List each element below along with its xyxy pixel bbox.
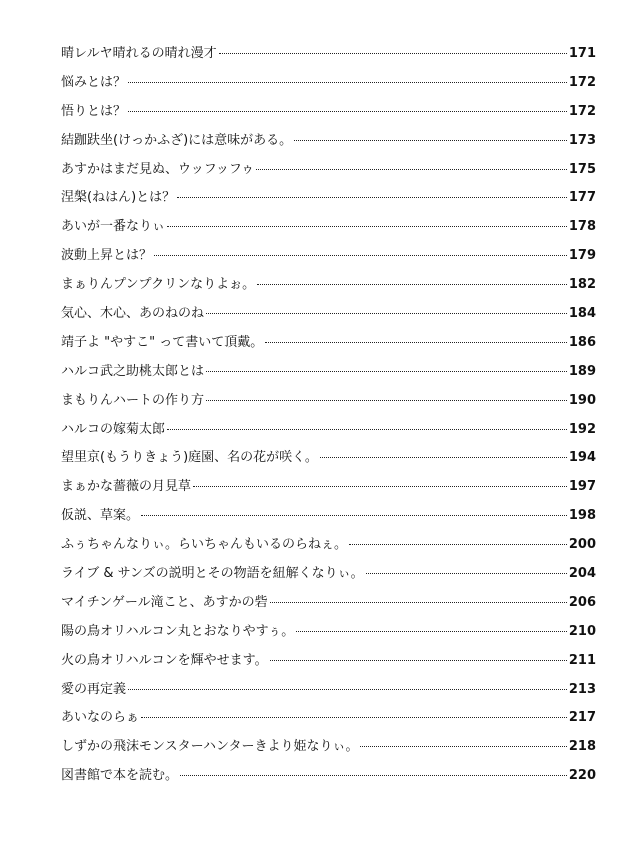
toc-entry[interactable] — [61, 184, 596, 213]
dot-leader — [219, 53, 567, 54]
toc-entry[interactable] — [61, 676, 596, 705]
toc-entry-page-number: 178 — [568, 219, 596, 235]
toc-entry-page-number: 217 — [568, 710, 596, 726]
toc-entry-title: 晴レルヤ晴れるの晴れ漫才 — [61, 46, 217, 61]
dot-leader — [206, 313, 567, 314]
dot-leader — [128, 689, 567, 690]
toc-entry-page-number: 172 — [568, 74, 596, 90]
dot-leader — [193, 486, 567, 487]
dot-leader — [265, 342, 567, 343]
dot-leader — [349, 544, 567, 545]
toc-entry-page-number: 198 — [568, 508, 596, 524]
dot-leader — [360, 746, 566, 747]
toc-entry-title: 気心、木心、あのねのね — [61, 306, 205, 322]
toc-entry[interactable] — [61, 502, 596, 531]
toc-entry-page-number: 218 — [568, 739, 596, 755]
toc-entry-page-number: 189 — [568, 363, 596, 379]
dot-leader — [296, 631, 567, 632]
toc-entry-title: ハルコ武之助桃太郎とは — [61, 363, 205, 379]
toc-entry-page-number: 182 — [568, 277, 596, 293]
dot-leader — [141, 515, 567, 516]
dot-leader — [128, 82, 567, 83]
toc-entry[interactable] — [61, 416, 596, 445]
dot-leader — [128, 111, 567, 112]
toc-entry-page-number: 220 — [568, 768, 596, 784]
dot-leader — [294, 140, 567, 141]
toc-entry[interactable] — [61, 127, 596, 156]
toc-entry-page-number: 197 — [568, 479, 596, 495]
dot-leader — [270, 602, 567, 603]
toc-entry-page-number: 173 — [568, 132, 596, 148]
toc-entry-page-number: 213 — [568, 681, 596, 697]
toc-entry[interactable] — [61, 647, 596, 676]
dot-leader — [256, 169, 567, 170]
toc-entry-title: 靖子よ "やすこ" って書いて頂戴。 — [61, 334, 264, 350]
toc-entry-page-number: 172 — [568, 103, 596, 119]
toc-entry-page-number: 175 — [568, 161, 596, 177]
toc-entry[interactable] — [61, 704, 596, 733]
toc-entry[interactable] — [61, 733, 596, 762]
dot-leader — [167, 429, 567, 430]
dot-leader — [141, 717, 567, 718]
dot-leader — [320, 457, 567, 458]
toc-entry-title: 陽の鳥オリハルコン丸とおなりやすぅ。 — [61, 623, 295, 639]
toc-entry-page-number: 190 — [568, 392, 596, 408]
dot-leader — [206, 371, 567, 372]
toc-entry[interactable] — [61, 560, 596, 589]
dot-leader — [167, 226, 567, 227]
toc-entry-page-number: 177 — [568, 190, 596, 206]
toc-entry[interactable] — [61, 444, 596, 473]
toc-entry-title: 火の鳥オリハルコンを輝やせます。 — [61, 652, 268, 668]
toc-entry[interactable] — [61, 242, 596, 271]
toc-entry-title: マイチンゲール滝こと、あすかの砦 — [61, 594, 268, 610]
toc-entry-title: 涅槃(ねはん)とは？ — [61, 190, 176, 206]
toc-entry-title: 仮説、草案。 — [61, 508, 140, 524]
toc-entry-title: ふぅちゃんなりぃ。らいちゃんもいるのらねぇ。 — [61, 537, 348, 553]
toc-entry-title: 結跏趺坐(けっかふざ)には意味がある。 — [61, 132, 293, 148]
toc-entry-page-number: 206 — [568, 594, 596, 610]
toc-entry[interactable] — [61, 329, 596, 358]
dot-leader — [206, 400, 567, 401]
dot-leader — [257, 284, 567, 285]
toc-entry[interactable] — [61, 69, 596, 98]
toc-entry-title: まぁかな薔薇の月見草 — [61, 479, 192, 495]
toc-entry-title: しずかの飛沫モンスターハンターきより姫なりぃ。 — [61, 739, 359, 755]
toc-entry-title: 悩みとは？ — [61, 74, 127, 90]
toc-entry-page-number: 186 — [568, 334, 596, 350]
dot-leader — [154, 255, 567, 256]
toc-entry[interactable] — [61, 473, 596, 502]
toc-entry-title: 波動上昇とは？ — [61, 248, 153, 264]
toc-entry[interactable] — [61, 589, 596, 618]
dot-leader — [180, 775, 567, 776]
toc-entry-title: あいが一番なりぃ — [61, 219, 166, 235]
table-of-contents — [61, 40, 596, 791]
toc-entry[interactable] — [61, 213, 596, 242]
toc-entry-page-number: 211 — [568, 652, 596, 668]
toc-entry[interactable] — [61, 300, 596, 329]
toc-entry-title: 悟りとは？ — [61, 103, 127, 119]
toc-entry-title: 望里京(もうりきょう)庭園、名の花が咲く。 — [61, 450, 318, 466]
dot-leader — [177, 197, 567, 198]
toc-entry-title: まぁりんプンプクリンなりよぉ。 — [61, 277, 256, 293]
toc-entry-page-number: 184 — [568, 306, 596, 322]
toc-entry-title: あすかはまだ見ぬ、ウッフッフゥ — [61, 161, 255, 177]
toc-entry-page-number: 200 — [568, 537, 596, 553]
toc-entry-page-number: 179 — [568, 248, 596, 264]
dot-leader — [366, 573, 567, 574]
toc-entry-page-number: 192 — [568, 421, 596, 437]
toc-entry[interactable] — [61, 271, 596, 300]
toc-entry-title: まもりんハートの作り方 — [61, 392, 205, 408]
toc-entry-title: 愛の再定義 — [61, 681, 127, 697]
toc-entry[interactable] — [61, 156, 596, 185]
toc-entry[interactable] — [61, 531, 596, 560]
toc-entry-title: 図書館で本を読む。 — [61, 768, 179, 784]
toc-entry-title: あいなのらぁ — [61, 710, 140, 726]
toc-entry-page-number: 210 — [568, 623, 596, 639]
toc-entry-page-number: 171 — [568, 46, 596, 61]
toc-entry[interactable] — [61, 98, 596, 127]
toc-entry-page-number: 194 — [568, 450, 596, 466]
toc-entry-page-number: 204 — [568, 566, 596, 582]
toc-entry[interactable] — [61, 387, 596, 416]
toc-entry-title: ライブ & サンズの説明とその物語を紐解くなりぃ。 — [61, 566, 364, 582]
dot-leader — [270, 660, 567, 661]
toc-entry[interactable] — [61, 40, 596, 69]
toc-entry[interactable] — [61, 762, 596, 791]
toc-entry[interactable] — [61, 618, 596, 647]
toc-entry[interactable] — [61, 358, 596, 387]
toc-entry-title: ハルコの嫁菊太郎 — [61, 421, 166, 437]
